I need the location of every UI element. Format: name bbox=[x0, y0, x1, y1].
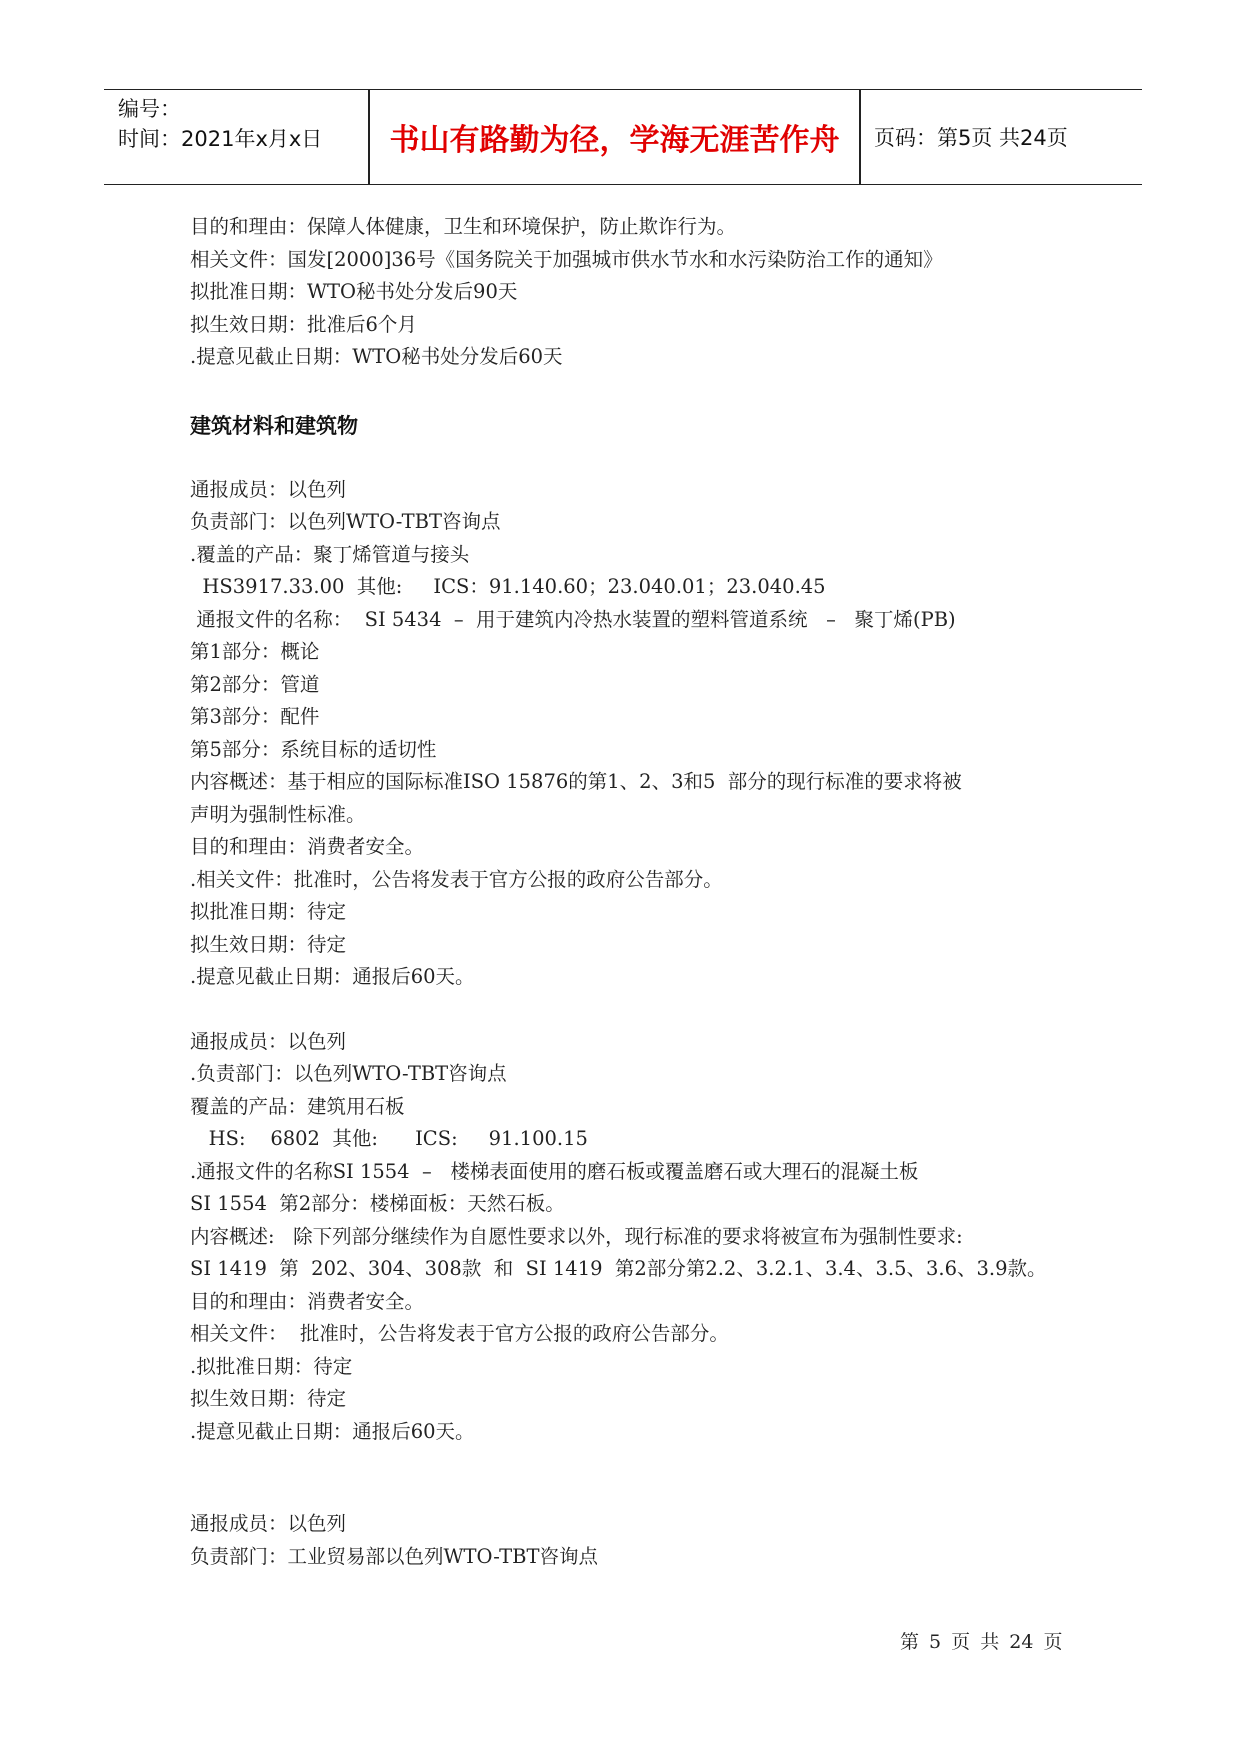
text-line: 拟生效日期：批准后6个月 bbox=[190, 312, 417, 336]
notification-block-2 bbox=[190, 1026, 1090, 1449]
text-line: 第3部分：配件 bbox=[190, 705, 320, 728]
text-line: SI 1419 第 202、304、308款 和 SI 1419 第2部分第2.2、3.2.1、3.4、3.5、3.6、3.9款。 bbox=[190, 1257, 1047, 1280]
header-motto: 书山有路勤为径，学海无涯苦作舟 bbox=[389, 123, 840, 158]
text-line: 拟生效日期：待定 bbox=[190, 1387, 347, 1410]
text-line: 通报成员：以色列 bbox=[190, 1029, 347, 1053]
page-header bbox=[104, 89, 1142, 185]
section-heading: 建筑材料和建筑物 bbox=[190, 413, 358, 438]
text-line: 拟批准日期：待定 bbox=[190, 900, 347, 923]
notification-block-1 bbox=[190, 474, 1090, 994]
text-line: .拟批准日期：待定 bbox=[190, 1354, 353, 1378]
intro-paragraph bbox=[190, 211, 1090, 374]
page-footer: 第 5 页 共 24 页 bbox=[900, 1631, 1063, 1653]
text-line: HS3917.33.00 其他: ICS：91.140.60；23.040.01；23.040.45 bbox=[190, 575, 826, 598]
text-line: .负责部门：以色列WTO-TBT咨询点 bbox=[190, 1062, 507, 1085]
text-line: .提意见截止日期：WTO秘书处分发后60天 bbox=[190, 345, 563, 368]
document-time-label: 时间：2021年x月x日 bbox=[118, 127, 323, 151]
text-line: .提意见截止日期：通报后60天。 bbox=[190, 1419, 475, 1443]
text-line: SI 1554 第2部分：楼梯面板：天然石板。 bbox=[190, 1192, 565, 1215]
text-line: 相关文件： 批准时，公告将发表于官方公报的政府公告部分。 bbox=[190, 1322, 729, 1345]
text-line: 第2部分：管道 bbox=[190, 672, 320, 696]
text-line: 覆盖的产品：建筑用石板 bbox=[190, 1094, 405, 1118]
text-line: 声明为强制性标准。 bbox=[190, 802, 366, 826]
notification-block-3 bbox=[190, 1508, 1090, 1573]
text-line: .覆盖的产品：聚丁烯管道与接头 bbox=[190, 542, 470, 566]
text-line: 通报成员：以色列 bbox=[190, 477, 347, 501]
text-line: 相关文件：国发[2000]36号《国务院关于加强城市供水节水和水污染防治工作的通知》 bbox=[190, 247, 943, 271]
text-line: 内容概述：基于相应的国际标准ISO 15876的第1、2、3和5 部分的现行标准的要求将被 bbox=[190, 770, 962, 793]
text-line: 通报文件的名称： SI 5434 – 用于建筑内冷热水装置的塑料管道系统 – 聚丁烯(PB) bbox=[190, 607, 956, 631]
text-line: 内容概述: 除下列部分继续作为自愿性要求以外，现行标准的要求将被宣布为强制性要求: bbox=[190, 1224, 963, 1248]
text-line: .提意见截止日期：通报后60天。 bbox=[190, 965, 475, 988]
text-line: 第5部分：系统目标的适切性 bbox=[190, 737, 437, 761]
text-line: 负责部门：工业贸易部以色列WTO-TBT咨询点 bbox=[190, 1544, 598, 1568]
document-number-label: 编号： bbox=[118, 97, 181, 121]
text-line: HS: 6802 其他: ICS: 91.100.15 bbox=[190, 1127, 588, 1150]
text-line: 目的和理由：消费者安全。 bbox=[190, 1289, 425, 1313]
text-line: 拟生效日期：待定 bbox=[190, 932, 347, 956]
text-line: .通报文件的名称SI 1554 – 楼梯表面使用的磨石板或覆盖磨石或大理石的混凝土板 bbox=[190, 1159, 919, 1183]
text-line: 目的和理由：消费者安全。 bbox=[190, 835, 425, 858]
text-line: 第1部分：概论 bbox=[190, 640, 320, 663]
header-meta bbox=[118, 94, 322, 154]
text-line: .相关文件：批准时，公告将发表于官方公报的政府公告部分。 bbox=[190, 867, 723, 891]
text-line: 负责部门：以色列WTO-TBT咨询点 bbox=[190, 510, 501, 533]
text-line: 目的和理由：保障人体健康，卫生和环境保护，防止欺诈行为。 bbox=[190, 215, 737, 238]
text-line: 拟批准日期：WTO秘书处分发后90天 bbox=[190, 280, 518, 303]
header-page-number: 页码：第5页 共24页 bbox=[874, 126, 1068, 150]
header-divider bbox=[859, 90, 861, 184]
text-line: 通报成员：以色列 bbox=[190, 1512, 347, 1535]
document-body bbox=[190, 211, 1090, 1573]
